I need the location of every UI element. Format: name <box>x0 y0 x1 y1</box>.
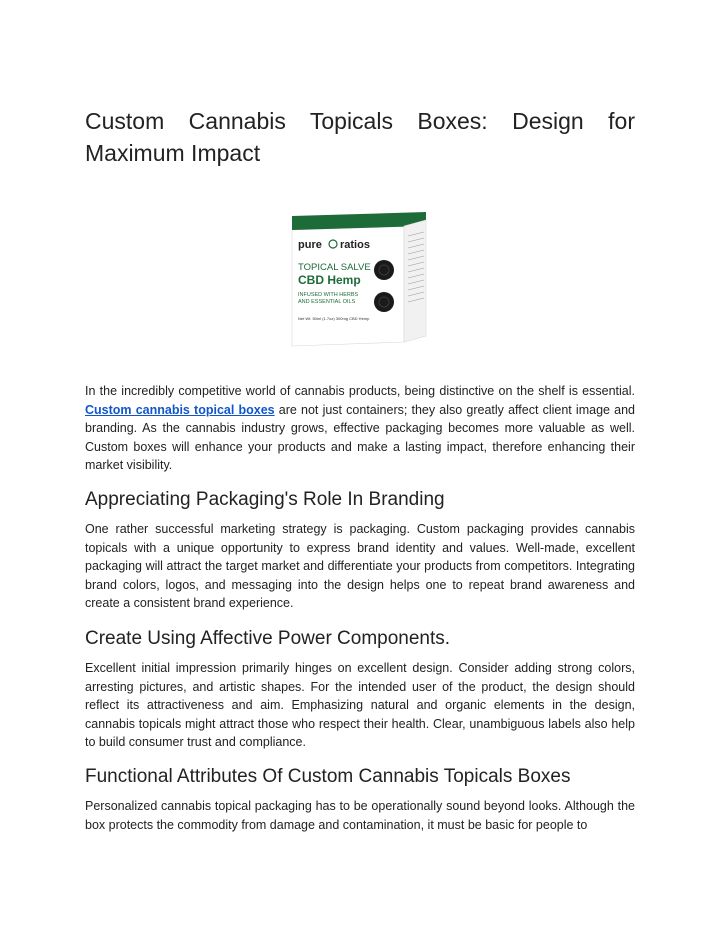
product-line-2: CBD Hemp <box>298 273 361 287</box>
leaf-seal-icon <box>374 292 394 312</box>
section-body-functional: Personalized cannabis topical packaging has to be operationally sound beyond looks. Although the box protects the commodity from damage and contamination, it must be basic for people to <box>85 799 635 832</box>
product-line-1: TOPICAL SALVE <box>298 262 371 273</box>
brand-text-2: ratios <box>340 239 370 251</box>
leaf-seal-icon <box>374 260 394 280</box>
custom-boxes-link[interactable]: Custom cannabis topical boxes <box>85 402 275 417</box>
net-weight-text: Net Wt. 50ml (1.7oz) 300mg CBD Hemp <box>298 316 370 321</box>
page-title: Custom Cannabis Topicals Boxes: Design for Maximum Impact <box>85 108 635 166</box>
product-line-4: AND ESSENTIAL OILS <box>298 299 356 305</box>
intro-text-after: are not just containers; they also greatly affect client image and branding. As the cannabis industry grows, effective packaging becomes more valuable as well. Custom boxes will enhance your products and make a lasting impact, therefore enhancing their market visibility. <box>85 402 635 472</box>
product-line-3: INFUSED WITH HERBS <box>298 292 359 298</box>
section-heading-branding: Appreciating Packaging's Role In Branding <box>85 489 445 510</box>
section-body-design: Excellent initial impression primarily hinges on excellent design. Consider adding strong colors, arresting pictures, and artistic shapes. For the intended user of the product, the design should reflect its attractiveness and aim. Emphasizing natural and organic elements in the design, cannabis topicals might attract those who respect their health. Clear, unambiguous labels also help to build consumer trust and compliance. <box>85 661 635 749</box>
intro-text-before: In the incredibly competitive world of cannabis products, being distinctive on the shelf is essential. <box>85 384 635 398</box>
section-heading-design: Create Using Affective Power Components. <box>85 628 451 649</box>
product-box-image <box>286 212 434 350</box>
section-body-branding: One rather successful marketing strategy is packaging. Custom packaging provides cannabis topicals with a unique opportunity to express brand identity and values. Well-made, excellent packaging will attract the target market and differentiate your products from competitors. Integrating brand colors, logos, and messaging into the design helps one to repeat brand awareness and create a consistent brand experience. <box>85 522 635 610</box>
brand-text: pure <box>298 239 322 251</box>
section-heading-functional: Functional Attributes Of Custom Cannabis Topicals Boxes <box>85 766 571 787</box>
intro-paragraph <box>85 382 635 475</box>
